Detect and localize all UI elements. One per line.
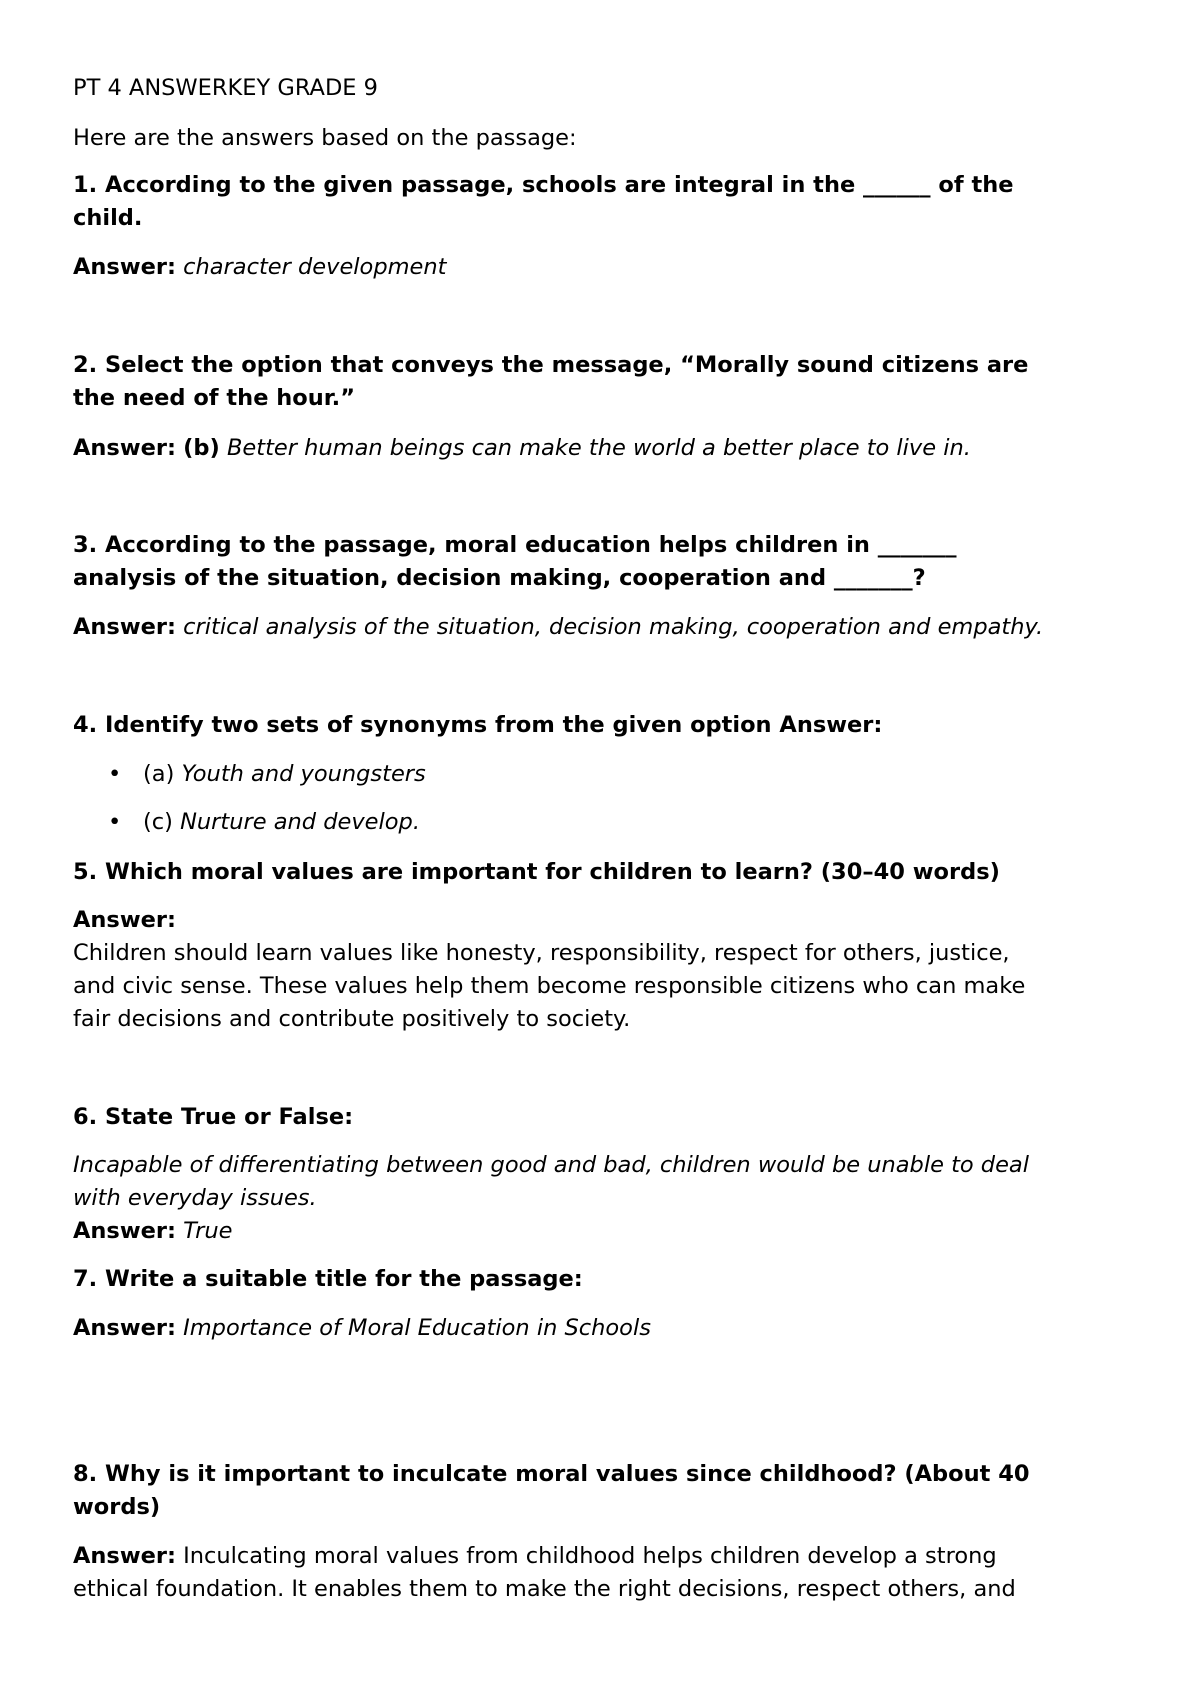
answer-8-line-1	[73, 1545, 997, 1568]
answer-5-line-2: and civic sense. These values help them become responsible citizens who can make	[73, 973, 1026, 999]
answer-label: Answer:	[73, 1218, 176, 1244]
answer-2-text: Better human beings can make the world a better place to live in.	[226, 435, 971, 461]
question-3	[73, 534, 957, 557]
statement-6-line-2	[73, 1187, 317, 1210]
question-2-line-2: the need of the hour.”	[73, 385, 356, 411]
answer-6	[73, 1220, 232, 1243]
answer-2-option: (b)	[183, 435, 220, 461]
answer-7	[73, 1317, 651, 1340]
question-8-line-2: words)	[73, 1494, 161, 1520]
answer-5-line-3: fair decisions and contribute positively to society.	[73, 1006, 631, 1032]
question-8	[73, 1463, 1030, 1486]
question-2-cont	[73, 387, 355, 410]
document-title: PT 4 ANSWERKEY GRADE 9	[73, 75, 378, 101]
answer-label: Answer:	[73, 907, 176, 933]
question-2	[73, 354, 1028, 377]
list-item-text: Youth and youngsters	[181, 761, 426, 787]
question-4	[73, 714, 882, 737]
question-3-cont	[73, 567, 926, 590]
answer-label: Answer:	[73, 1315, 176, 1341]
question-3-line-2: analysis of the situation, decision making, cooperation and _______?	[73, 565, 926, 591]
answer-2	[73, 437, 971, 460]
question-1-line-1: 1. According to the given passage, schools are integral in the ______ of the	[73, 172, 1014, 198]
statement-6-text-2: with everyday issues.	[73, 1185, 317, 1211]
answer-5-label-line	[73, 909, 176, 932]
answer-label: Answer:	[73, 1543, 176, 1569]
question-7	[73, 1268, 583, 1291]
answer-8-line-2: ethical foundation. It enables them to make the right decisions, respect others, and	[73, 1576, 1016, 1602]
question-6	[73, 1106, 353, 1129]
answer-5-line-1: Children should learn values like honesty, responsibility, respect for others, justice,	[73, 940, 1010, 966]
question-2-line-1: 2. Select the option that conveys the message, “Morally sound citizens are	[73, 352, 1029, 378]
answer-7-text: Importance of Moral Education in Schools	[183, 1315, 651, 1341]
answer-1	[73, 256, 446, 279]
bullet-icon: •	[108, 761, 122, 787]
answer-label: Answer:	[73, 254, 176, 280]
question-7-line-1: 7. Write a suitable title for the passage:	[73, 1266, 583, 1292]
answer-label: Answer:	[73, 435, 176, 461]
statement-6-line-1	[73, 1154, 1029, 1177]
list-item-option: (c)	[143, 809, 173, 835]
question-5	[73, 861, 1000, 884]
answer-3	[73, 616, 1043, 639]
list-item-text: Nurture and develop.	[180, 809, 420, 835]
question-3-line-1: 3. According to the passage, moral education helps children in _______	[73, 532, 957, 558]
answer-label: Answer:	[73, 614, 176, 640]
answer-6-text: True	[183, 1218, 233, 1244]
answer-8-text-1: Inculcating moral values from childhood helps children develop a strong	[183, 1543, 997, 1569]
answer-1-text: character development	[183, 254, 447, 280]
list-item-option: (a)	[143, 761, 175, 787]
question-5-line-1: 5. Which moral values are important for children to learn? (30–40 words)	[73, 859, 1000, 885]
intro-text: Here are the answers based on the passage:	[73, 125, 577, 151]
statement-6-text-1: Incapable of differentiating between good and bad, children would be unable to deal	[73, 1152, 1029, 1178]
question-1-cont	[73, 207, 142, 230]
question-8-cont	[73, 1496, 160, 1519]
question-1-line-2: child.	[73, 205, 143, 231]
question-4-line-1: 4. Identify two sets of synonyms from the given option Answer:	[73, 712, 883, 738]
bullet-icon: •	[108, 809, 122, 835]
question-1	[73, 174, 1014, 197]
question-8-line-1: 8. Why is it important to inculcate moral values since childhood? (About 40	[73, 1461, 1030, 1487]
answer-3-text: critical analysis of the situation, decision making, cooperation and empathy.	[183, 614, 1044, 640]
question-6-line-1: 6. State True or False:	[73, 1104, 354, 1130]
